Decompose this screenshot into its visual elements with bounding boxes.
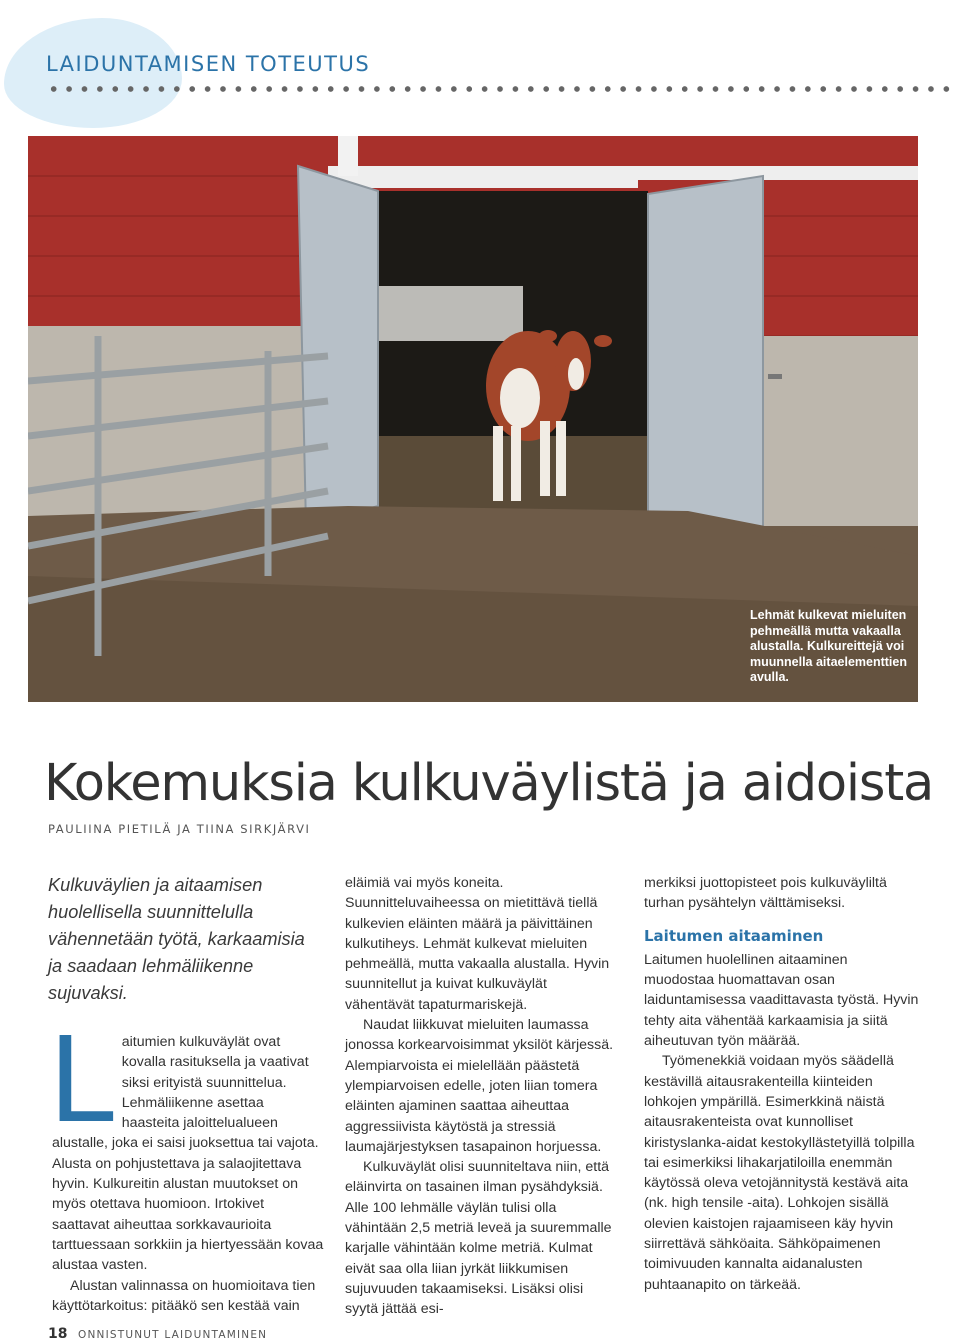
column1-paragraph-2: Alustan valinnassa on huomioitava tien käyttötarkoitus: pitääkö sen kestää vain: [52, 1277, 316, 1314]
text-column-2: [345, 873, 620, 1320]
column1-paragraph-1: [48, 1011, 324, 1276]
drop-cap: L: [48, 1011, 114, 1149]
text-column-1: [48, 1011, 324, 1316]
subheading: Laitumen aitaaminen: [644, 926, 824, 945]
column3-paragraph-2: Laitumen huolellinen aitaaminen muodostaa huomattavan osan laiduntamisessa vaadittavasta työstä. Hyvin tehty aita vähentää karkaamisia ja siitä aiheutuvan työn määrää.: [644, 951, 919, 1050]
section-title: LAIDUNTAMISEN TOTEUTUS: [46, 52, 371, 76]
column2-paragraph-2: Naudat liikkuvat mieluiten laumassa jonossa korkearvoisimmat yksilöt kärjessä. Alempiarvoista ei mielellään päästetä ylempiarvoisen edelle, joten liian tomera eläinten ajaminen saattaa aiheuttaa aggressiivista käytöstä ja stressiä laumajärjestyksen tasapainon horjuessa.: [345, 1017, 614, 1155]
column3-paragraph-1: merkiksi juottopisteet pois kulkuväyliltä turhan pysähtelyn välttämiseksi.: [644, 875, 887, 912]
column2-paragraph-1: eläimiä vai myös koneita. Suunnitteluvaiheessa on mietittävä tiellä kulkevien eläinten määrä ja päivittäinen kulkutiheys. Lehmät kulkevat mieluiten pehmeällä, mutta vakaalla alustalla. Hyvin suunnitellut ja kuivat kulkuväylät vähentävät tapaturmariskejä.: [345, 875, 610, 1013]
article-lead: Kulkuväylien ja aitaamisen huolellisella suunnittelulla vähennetään työtä, karkaamisia ja saadaan lehmäliikenne sujuvaksi.: [48, 875, 305, 1003]
column2-paragraph-3: Kulkuväylät olisi suunniteltava niin, että eläinvirta on tasainen ilman pysähdyksiä. Alle 100 lehmälle väylän tulisi olla vähintään 2,5 metriä leveä ja suuremmalle karjalle vähintään kolme metriä. Kulmat eivät saa olla liian jyrkät liikkumisen sujuvuuden takaamiseksi. Lisäksi olisi syytä jättää esi-: [345, 1159, 612, 1318]
publication-name: ONNISTUNUT LAIDUNTAMINEN: [78, 1329, 268, 1341]
column3-paragraph-3: Työmenekkiä voidaan myös säädellä kestävillä aitausrakenteilla kiinteiden lohkojen ympärillä. Esimerkkinä näistä aitausrakenteista ovat kunnolliset kiristyslanka-aidat kestokyllästetyillä tolpilla tai esimerkiksi lihakarjatiloilla enemmän käytössä oleva vetojännitystä kestävä aita (nk. high tensile -aita). Lohkojen sisällä olevien kaistojen rajaamiseen käy hyvin siirrettävä sähköaita. Sähköpaimenen toimivuuden kannalta aidanalusten puhtaanapito on tärkeää.: [644, 1053, 915, 1293]
article-title: Kokemuksia kulkuväylistä ja aidoista: [44, 754, 934, 813]
article-authors: PAULIINA PIETILÄ JA TIINA SIRKJÄRVI: [48, 822, 311, 836]
left-door: [298, 166, 378, 526]
dotted-divider: [46, 85, 951, 93]
text-column-3: [644, 873, 919, 1295]
photo-caption: Lehmät kulkevat mieluiten pehmeällä mutta vakaalla alustalla. Kulkureittejä voi muunnella aitaelementtien avulla.: [750, 608, 907, 684]
right-door: [648, 176, 763, 531]
page-number: 18: [48, 1326, 68, 1342]
column1-paragraph-1-text: aitumien kulkuväylät ovat kovalla rasituksella ja vaativat siksi erityistä suunnittelua. Lehmäliikenne asettaa haasteita jaloittelualueen alustalle, joka ei saisi juoksettua tai vajota. Alusta on pohjustettava ja salaojitettava hyvin. Kulkureitin alustan muutokset on myös otettava huomioon. Irtokivet saattavat aiheuttaa sorkkavaurioita tarttuessaan sorkkiin ja hiertyessään kovaa alustaa vasten.: [52, 1034, 324, 1274]
